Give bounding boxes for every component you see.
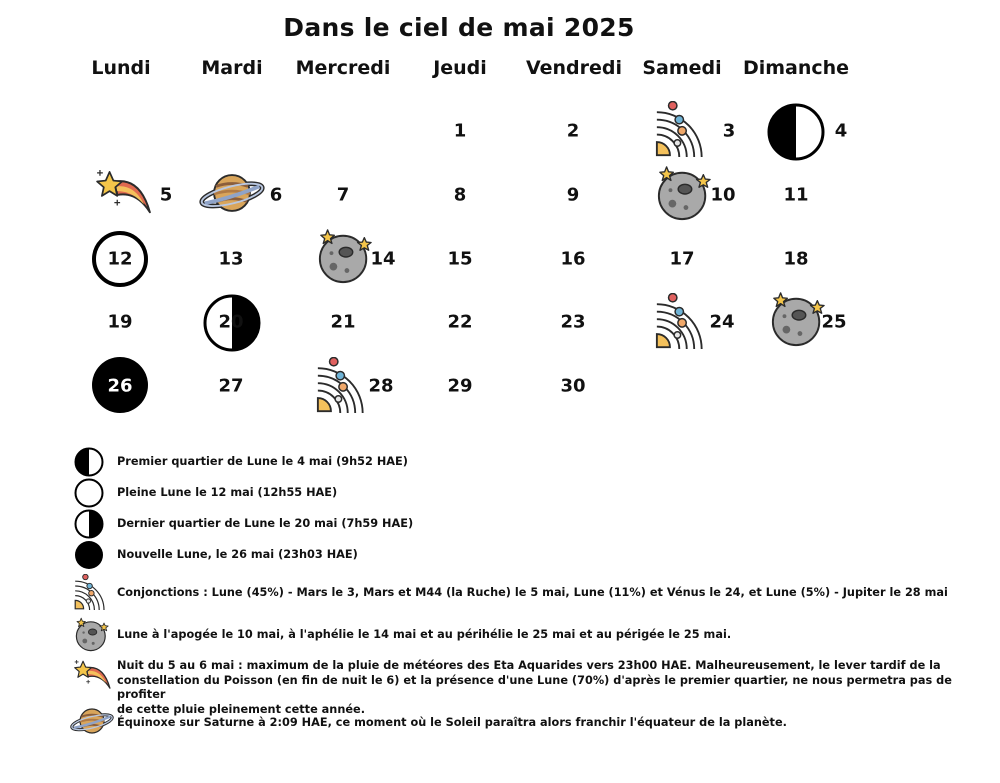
date-23: 23 bbox=[560, 311, 586, 333]
date-18: 18 bbox=[783, 248, 809, 270]
weekday-saturday: Samedi bbox=[642, 57, 722, 79]
date-14: 14 bbox=[370, 248, 396, 270]
date-5: 5 bbox=[159, 184, 173, 206]
planets-orbits-icon bbox=[316, 357, 372, 413]
weekday-wednesday: Mercredi bbox=[295, 57, 391, 79]
saturn-icon bbox=[199, 169, 265, 217]
date-13: 13 bbox=[218, 248, 244, 270]
legend-saturn: Équinoxe sur Saturne à 2:09 HAE, ce moment où le Soleil paraîtra alors franchir l'équateur de la planète. bbox=[117, 716, 787, 729]
legend-meteors-line-2: constellation du Poisson (en fin de nuit le 6) et la présence d'une Lune (70%) d'après le premier quartier, ne nous permetra pas de profiter bbox=[117, 673, 952, 701]
legend-full-moon: Pleine Lune le 12 mai (12h55 HAE) bbox=[117, 486, 338, 499]
new-moon-icon bbox=[74, 540, 104, 574]
date-10: 10 bbox=[710, 184, 736, 206]
shooting-star-icon bbox=[72, 660, 112, 696]
date-2: 2 bbox=[566, 120, 580, 142]
weekday-friday: Vendredi bbox=[525, 57, 623, 79]
page-title: Dans le ciel de mai 2025 bbox=[283, 13, 635, 42]
moon-with-stars-icon bbox=[74, 617, 110, 657]
date-9: 9 bbox=[566, 184, 580, 206]
date-24: 24 bbox=[709, 311, 735, 333]
weekday-thursday: Jeudi bbox=[433, 57, 487, 79]
date-30: 30 bbox=[560, 375, 586, 397]
date-17: 17 bbox=[669, 248, 695, 270]
legend-moon-distance: Lune à l'apogée le 10 mai, à l'aphélie le 14 mai et au périhélie le 25 mai et au périgée le 25 mai. bbox=[117, 628, 732, 641]
date-28: 28 bbox=[368, 375, 394, 397]
date-1: 1 bbox=[453, 120, 467, 142]
date-22: 22 bbox=[447, 311, 473, 333]
date-15: 15 bbox=[447, 248, 473, 270]
planets-orbits-icon bbox=[655, 101, 711, 157]
moon-with-stars-icon bbox=[769, 291, 827, 349]
date-29: 29 bbox=[447, 375, 473, 397]
date-20: 20 bbox=[218, 311, 244, 333]
weekday-monday: Lundi bbox=[91, 57, 151, 79]
date-11: 11 bbox=[783, 184, 809, 206]
date-19: 19 bbox=[107, 311, 133, 333]
planets-orbits-icon bbox=[655, 293, 711, 349]
legend-meteors-line-1: Nuit du 5 au 6 mai : maximum de la pluie de météores des Eta Aquarides vers 23h00 HAE. Malheureusement, le lever tardif de la bbox=[117, 659, 941, 672]
date-16: 16 bbox=[560, 248, 586, 270]
legend-new-moon: Nouvelle Lune, le 26 mai (23h03 HAE) bbox=[117, 548, 358, 561]
first-quarter-moon-icon bbox=[767, 103, 825, 161]
moon-with-stars-icon bbox=[316, 228, 374, 286]
legend-meteors bbox=[117, 659, 987, 717]
date-6: 6 bbox=[269, 184, 283, 206]
planets-orbits-icon bbox=[74, 574, 110, 614]
date-8: 8 bbox=[453, 184, 467, 206]
date-4: 4 bbox=[834, 120, 848, 142]
date-21: 21 bbox=[330, 311, 356, 333]
weekday-sunday: Dimanche bbox=[742, 57, 850, 79]
weekday-tuesday: Mardi bbox=[201, 57, 263, 79]
date-3: 3 bbox=[722, 120, 736, 142]
date-25: 25 bbox=[821, 311, 847, 333]
date-7: 7 bbox=[336, 184, 350, 206]
shooting-star-icon bbox=[93, 170, 153, 218]
legend-first-quarter: Premier quartier de Lune le 4 mai (9h52 HAE) bbox=[117, 455, 408, 468]
legend-meteors-line-3: de cette pluie pleinement cette année. bbox=[117, 702, 365, 716]
saturn-icon bbox=[70, 705, 114, 741]
moon-with-stars-icon bbox=[655, 165, 713, 223]
date-12: 12 bbox=[107, 248, 133, 270]
legend-last-quarter: Dernier quartier de Lune le 20 mai (7h59 HAE) bbox=[117, 517, 414, 530]
date-27: 27 bbox=[218, 375, 244, 397]
full-moon-icon bbox=[74, 478, 104, 512]
last-quarter-moon-icon bbox=[74, 509, 104, 543]
date-26: 26 bbox=[107, 375, 133, 397]
first-quarter-moon-icon bbox=[74, 447, 104, 481]
legend-conjunctions: Conjonctions : Lune (45%) - Mars le 3, Mars et M44 (la Ruche) le 5 mai, Lune (11%) et Vénus le 24, et Lune (5%) - Jupiter le 28 mai bbox=[117, 586, 948, 599]
